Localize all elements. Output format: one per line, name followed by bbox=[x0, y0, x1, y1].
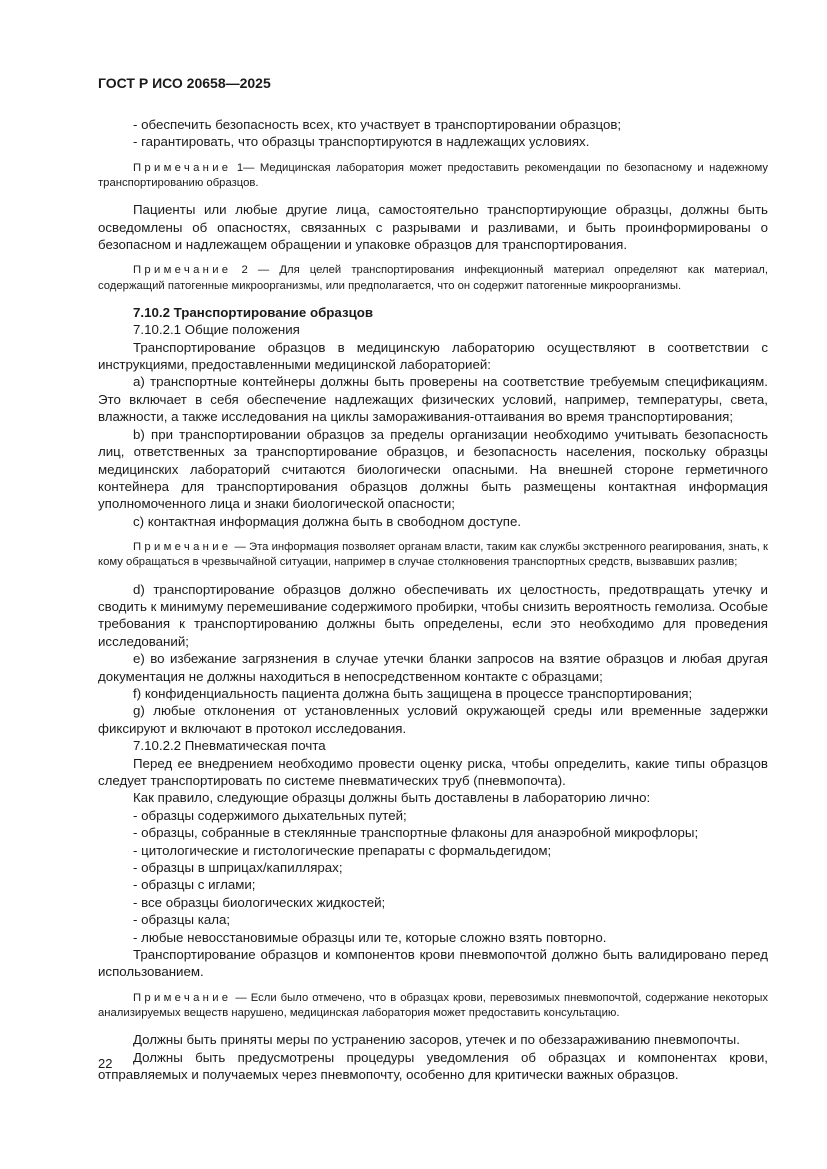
note-3 bbox=[98, 540, 768, 570]
note-1 bbox=[98, 161, 768, 191]
note-label: Примечание bbox=[133, 264, 232, 277]
note-2 bbox=[98, 263, 768, 293]
list-item: - обеспечить безопасность всех, кто участвует в транспортировании образцов; bbox=[133, 117, 622, 132]
paragraph: Перед ее внедрением необходимо провести оценку риска, чтобы определить, какие типы образцов следует транспортировать по системе пневматических труб (пневмопочта). bbox=[98, 755, 768, 788]
list-item: - образцы, собранные в стеклянные транспортные флаконы для анаэробной микрофлоры; bbox=[133, 825, 699, 841]
note-text: 2 — Для целей транспортирования инфекционный материал определяют как материал, содержащий патогенные микроорганизмы, или предполагается, что он содержит патогенные микроорганизмы. bbox=[98, 264, 768, 292]
list-item: - образцы содержимого дыхательных путей; bbox=[133, 807, 407, 823]
note-text: 1— Медицинская лаборатория может предоставить рекомендации по безопасному и надежному транспортированию образцов. bbox=[98, 161, 768, 190]
paragraph: Пациенты или любые другие лица, самостоятельно транспортирующие образцы, должны быть осведомлены об опасностях, связанных с разрывами и разливами, и быть проинформированы о безопасном и надлежащем обращении и упаковке образцов для транспортирования. bbox=[98, 202, 768, 253]
list-item: - цитологические и гистологические препараты с формальдегидом; bbox=[133, 842, 552, 858]
paragraph: e) во избежание загрязнения в случае утечки бланки запросов на взятие образцов и любая другая документация не должны находиться в непосредственном контакте с образцами; bbox=[98, 651, 768, 684]
paragraph: Должны быть предусмотрены процедуры уведомления об образцах и компонентах крови, отправляемых и получаемых через пневмопочту, особенно для критически важных образцов. bbox=[98, 1049, 768, 1083]
paragraph: а) транспортные контейнеры должны быть проверены на соответствие требуемым спецификациям. Это включает в себя обеспечение надлежащих физических условий, например, температуры, света, влажности, а также исследования на циклы замораживания-оттаивания во время транспортирования; bbox=[98, 374, 768, 425]
paragraph: Транспортирование образцов и компонентов крови пневмопочтой должно быть валидировано перед использованием. bbox=[98, 947, 768, 980]
list-item: - гарантировать, что образцы транспортируются в надлежащих условиях. bbox=[133, 134, 590, 150]
paragraph: d) транспортирование образцов должно обеспечивать их целостность, предотвращать утечку и сводить к минимуму перемешивание содержимого пробирки, чтобы снизить вероятность гемолиза. Особые требования к транспортированию должны быть определены, если это необходимо для проведения исследований; bbox=[98, 581, 768, 649]
note-4 bbox=[98, 991, 768, 1021]
list-item: - образцы в шприцах/капиллярах; bbox=[133, 860, 343, 876]
subsection-heading: 7.10.2.2 Пневматическая почта bbox=[133, 738, 326, 754]
document-body bbox=[98, 116, 768, 1084]
note-text: — Эта информация позволяет органам власти, таким как службы экстренного реагирования, знать, к кому обращаться в чрезвычайной ситуации, например в случае столкновения транспортных средств, вызвавших разлив; bbox=[98, 541, 768, 569]
paragraph: Должны быть приняты меры по устранению засоров, утечек и по обеззараживанию пневмопочты. bbox=[133, 1032, 740, 1048]
note-label: Примечание bbox=[133, 991, 232, 1004]
list-item: - любые невосстановимые образцы или те, которые сложно взять повторно. bbox=[133, 929, 607, 945]
note-text: — Если было отмечено, что в образцах крови, перевозимых пневмопочтой, содержание некоторых анализируемых веществ нарушено, медицинская лаборатория может предоставить консультацию. bbox=[98, 991, 768, 1020]
paragraph: Как правило, следующие образцы должны быть доставлены в лабораторию лично: bbox=[133, 790, 651, 806]
page-number: 22 bbox=[98, 1056, 113, 1071]
list-item: - образцы с иглами; bbox=[133, 877, 256, 893]
paragraph: c) контактная информация должна быть в свободном доступе. bbox=[133, 513, 522, 529]
section-heading: 7.10.2 Транспортирование образцов bbox=[133, 304, 374, 320]
paragraph: b) при транспортировании образцов за пределы организации необходимо учитывать безопасность лиц, ответственных за транспортирование образцов, и безопасность населения, поскольку образцы медицинских лабораторий считаются биологически опасными. На внешней стороне герметичного контейнера для транспортирования образцов должны быть размещены контактная информация уполномоченного лица и знаки биологической опасности; bbox=[98, 426, 768, 512]
note-label: Примечание bbox=[133, 541, 232, 554]
document-header: ГОСТ Р ИСО 20658—2025 bbox=[98, 75, 271, 91]
note-label: Примечание bbox=[133, 161, 232, 174]
subsection-heading: 7.10.2.1 Общие положения bbox=[133, 322, 300, 338]
paragraph: Транспортирование образцов в медицинскую лабораторию осуществляют в соответствии с инструкциями, предоставленными медицинской лабораторией: bbox=[98, 339, 768, 373]
paragraph: f) конфиденциальность пациента должна быть защищена в процессе транспортирования; bbox=[133, 685, 693, 701]
paragraph: g) любые отклонения от установленных условий окружающей среды или временные задержки фиксируют и включают в протокол исследования. bbox=[98, 703, 768, 736]
list-item: - все образцы биологических жидкостей; bbox=[133, 894, 386, 910]
list-item: - образцы кала; bbox=[133, 912, 231, 928]
